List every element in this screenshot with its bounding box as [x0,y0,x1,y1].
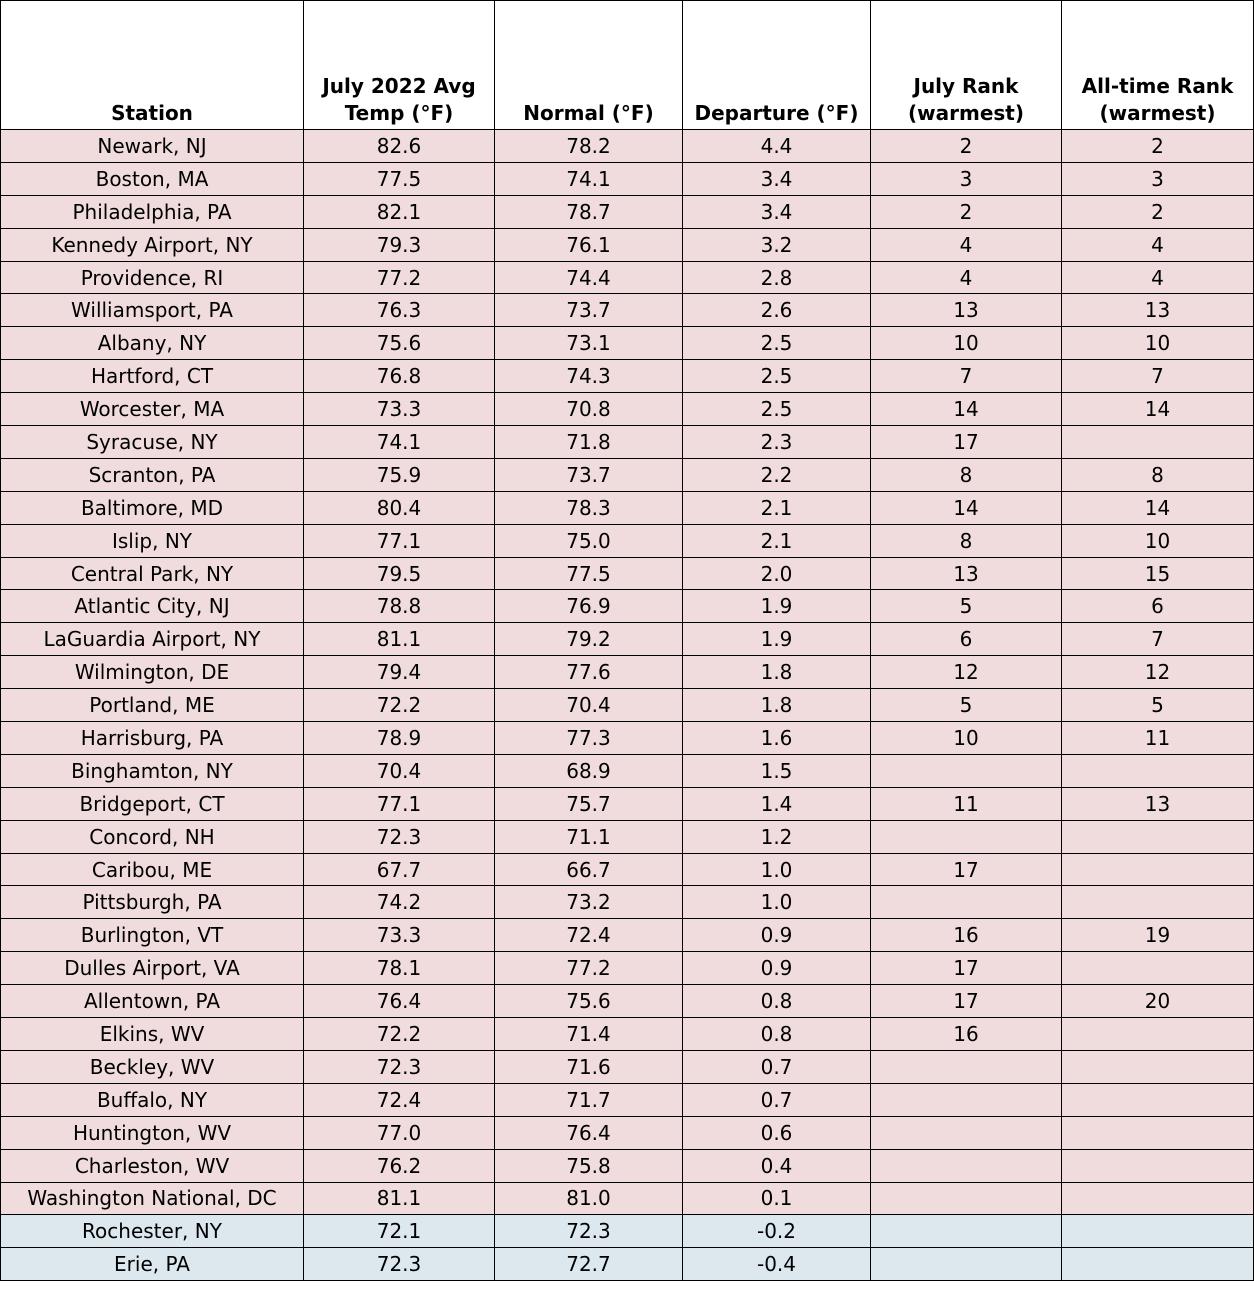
table-row [1,919,1254,952]
station-cell: Syracuse, NY [1,426,304,459]
july-rank-cell [871,820,1062,853]
table-row [1,130,1254,163]
alltime-rank-cell: 19 [1062,919,1254,952]
table-row [1,1083,1254,1116]
departure-cell: -0.2 [683,1215,871,1248]
departure-cell: 2.3 [683,426,871,459]
table-row [1,853,1254,886]
avg-temp-cell: 72.2 [304,1018,495,1051]
alltime-rank-cell: 14 [1062,393,1254,426]
july-rank-cell: 14 [871,393,1062,426]
avg-temp-cell: 72.4 [304,1083,495,1116]
station-cell: Allentown, PA [1,985,304,1018]
station-cell: Dulles Airport, VA [1,952,304,985]
table-row [1,162,1254,195]
departure-cell: 0.9 [683,919,871,952]
july-rank-cell: 8 [871,458,1062,491]
normal-cell: 72.7 [495,1248,683,1281]
avg-temp-cell: 72.3 [304,820,495,853]
normal-cell: 77.6 [495,656,683,689]
table-row [1,656,1254,689]
table-row [1,491,1254,524]
normal-cell: 70.4 [495,689,683,722]
station-cell: Erie, PA [1,1248,304,1281]
table-row [1,294,1254,327]
table-row [1,1050,1254,1083]
july-rank-cell: 2 [871,195,1062,228]
alltime-rank-cell [1062,886,1254,919]
july-rank-cell: 13 [871,294,1062,327]
table-row [1,524,1254,557]
table-row [1,689,1254,722]
avg-temp-cell: 77.5 [304,162,495,195]
table-row [1,360,1254,393]
avg-temp-cell: 82.6 [304,130,495,163]
header-july-rank [871,1,1062,130]
alltime-rank-cell [1062,1083,1254,1116]
avg-temp-cell: 81.1 [304,1182,495,1215]
normal-cell: 66.7 [495,853,683,886]
header-line: Departure (°F) [694,101,859,125]
normal-cell: 72.4 [495,919,683,952]
station-cell: Beckley, WV [1,1050,304,1083]
normal-cell: 76.4 [495,1116,683,1149]
july-rank-cell [871,754,1062,787]
alltime-rank-cell: 2 [1062,130,1254,163]
july-rank-cell: 16 [871,919,1062,952]
normal-cell: 78.7 [495,195,683,228]
table-row [1,327,1254,360]
alltime-rank-cell: 14 [1062,491,1254,524]
station-cell: Albany, NY [1,327,304,360]
alltime-rank-cell: 12 [1062,656,1254,689]
july-rank-cell [871,1050,1062,1083]
station-cell: Philadelphia, PA [1,195,304,228]
departure-cell: 2.6 [683,294,871,327]
july-rank-cell: 5 [871,689,1062,722]
july-rank-cell: 6 [871,623,1062,656]
station-cell: Harrisburg, PA [1,722,304,755]
avg-temp-cell: 78.1 [304,952,495,985]
header-line: (warmest) [908,101,1024,125]
avg-temp-cell: 75.6 [304,327,495,360]
header-line: (warmest) [1099,101,1216,125]
table-row [1,590,1254,623]
alltime-rank-cell [1062,1182,1254,1215]
station-cell: Concord, NH [1,820,304,853]
departure-cell: 2.1 [683,524,871,557]
avg-temp-cell: 73.3 [304,919,495,952]
alltime-rank-cell: 5 [1062,689,1254,722]
july-rank-cell: 11 [871,787,1062,820]
july-rank-cell: 4 [871,228,1062,261]
table-row [1,1182,1254,1215]
july-rank-cell: 17 [871,985,1062,1018]
july-rank-cell: 14 [871,491,1062,524]
normal-cell: 71.1 [495,820,683,853]
station-cell: Islip, NY [1,524,304,557]
july-rank-cell: 5 [871,590,1062,623]
table-row [1,1149,1254,1182]
july-rank-cell: 10 [871,722,1062,755]
alltime-rank-cell: 4 [1062,261,1254,294]
july-rank-cell [871,1116,1062,1149]
departure-cell: 1.8 [683,656,871,689]
header-line: Temp (°F) [344,101,454,125]
alltime-rank-cell: 10 [1062,327,1254,360]
table-row [1,393,1254,426]
avg-temp-cell: 77.1 [304,787,495,820]
departure-cell: 2.2 [683,458,871,491]
departure-cell: 2.0 [683,557,871,590]
station-cell: Scranton, PA [1,458,304,491]
station-cell: Newark, NJ [1,130,304,163]
departure-cell: 2.5 [683,360,871,393]
table-row [1,426,1254,459]
table-row [1,754,1254,787]
header-station [1,1,304,130]
departure-cell: 3.2 [683,228,871,261]
alltime-rank-cell [1062,1248,1254,1281]
july-rank-cell: 17 [871,426,1062,459]
normal-cell: 70.8 [495,393,683,426]
normal-cell: 74.4 [495,261,683,294]
july-rank-cell: 2 [871,130,1062,163]
july-rank-cell [871,1182,1062,1215]
normal-cell: 81.0 [495,1182,683,1215]
departure-cell: 2.8 [683,261,871,294]
normal-cell: 73.1 [495,327,683,360]
departure-cell: 0.1 [683,1182,871,1215]
normal-cell: 71.6 [495,1050,683,1083]
july-rank-cell: 4 [871,261,1062,294]
station-cell: Elkins, WV [1,1018,304,1051]
alltime-rank-cell: 15 [1062,557,1254,590]
station-cell: Kennedy Airport, NY [1,228,304,261]
table-row [1,261,1254,294]
avg-temp-cell: 76.2 [304,1149,495,1182]
normal-cell: 71.7 [495,1083,683,1116]
table-row [1,952,1254,985]
header-line: July Rank [913,74,1019,98]
july-rank-cell: 16 [871,1018,1062,1051]
avg-temp-cell: 79.5 [304,557,495,590]
normal-cell: 77.5 [495,557,683,590]
alltime-rank-cell [1062,820,1254,853]
departure-cell: 4.4 [683,130,871,163]
departure-cell: 1.0 [683,886,871,919]
alltime-rank-cell [1062,1149,1254,1182]
july-rank-cell: 10 [871,327,1062,360]
avg-temp-cell: 72.3 [304,1050,495,1083]
avg-temp-cell: 70.4 [304,754,495,787]
alltime-rank-cell [1062,1018,1254,1051]
alltime-rank-cell [1062,426,1254,459]
station-cell: Atlantic City, NJ [1,590,304,623]
table-row [1,1116,1254,1149]
avg-temp-cell: 79.4 [304,656,495,689]
normal-cell: 73.2 [495,886,683,919]
departure-cell: 0.9 [683,952,871,985]
station-cell: Boston, MA [1,162,304,195]
station-cell: Binghamton, NY [1,754,304,787]
departure-cell: 0.4 [683,1149,871,1182]
departure-cell: 1.9 [683,590,871,623]
normal-cell: 75.0 [495,524,683,557]
alltime-rank-cell [1062,952,1254,985]
alltime-rank-cell: 20 [1062,985,1254,1018]
july-rank-cell: 8 [871,524,1062,557]
normal-cell: 78.2 [495,130,683,163]
july-rank-cell [871,1215,1062,1248]
departure-cell: 1.5 [683,754,871,787]
station-cell: Buffalo, NY [1,1083,304,1116]
header-line: Normal (°F) [523,101,654,125]
avg-temp-cell: 79.3 [304,228,495,261]
july-rank-cell: 3 [871,162,1062,195]
station-cell: Charleston, WV [1,1149,304,1182]
departure-cell: 1.0 [683,853,871,886]
table-row [1,787,1254,820]
table-row [1,557,1254,590]
table-row [1,886,1254,919]
normal-cell: 75.8 [495,1149,683,1182]
normal-cell: 76.1 [495,228,683,261]
avg-temp-cell: 74.2 [304,886,495,919]
normal-cell: 78.3 [495,491,683,524]
table-row [1,1215,1254,1248]
avg-temp-cell: 76.3 [304,294,495,327]
station-cell: LaGuardia Airport, NY [1,623,304,656]
station-cell: Central Park, NY [1,557,304,590]
departure-cell: 2.1 [683,491,871,524]
departure-cell: 3.4 [683,195,871,228]
header-line: All-time Rank [1081,74,1234,98]
avg-temp-cell: 72.2 [304,689,495,722]
july-rank-cell: 17 [871,952,1062,985]
header-july-avg-temp [304,1,495,130]
avg-temp-cell: 72.1 [304,1215,495,1248]
alltime-rank-cell [1062,1215,1254,1248]
departure-cell: 0.7 [683,1083,871,1116]
avg-temp-cell: 76.4 [304,985,495,1018]
departure-cell: 0.8 [683,1018,871,1051]
departure-cell: 1.4 [683,787,871,820]
normal-cell: 75.6 [495,985,683,1018]
table-row [1,623,1254,656]
alltime-rank-cell: 11 [1062,722,1254,755]
departure-cell: 1.8 [683,689,871,722]
avg-temp-cell: 80.4 [304,491,495,524]
departure-cell: 1.9 [683,623,871,656]
station-cell: Bridgeport, CT [1,787,304,820]
july-rank-cell: 12 [871,656,1062,689]
departure-cell: 0.7 [683,1050,871,1083]
normal-cell: 79.2 [495,623,683,656]
july-rank-cell: 7 [871,360,1062,393]
departure-cell: 2.5 [683,393,871,426]
avg-temp-cell: 75.9 [304,458,495,491]
avg-temp-cell: 74.1 [304,426,495,459]
normal-cell: 71.8 [495,426,683,459]
july-rank-cell [871,886,1062,919]
alltime-rank-cell [1062,754,1254,787]
departure-cell: 3.4 [683,162,871,195]
station-cell: Pittsburgh, PA [1,886,304,919]
normal-cell: 77.3 [495,722,683,755]
table-row [1,458,1254,491]
normal-cell: 74.1 [495,162,683,195]
avg-temp-cell: 78.8 [304,590,495,623]
july-rank-cell: 17 [871,853,1062,886]
normal-cell: 77.2 [495,952,683,985]
alltime-rank-cell [1062,1116,1254,1149]
station-cell: Worcester, MA [1,393,304,426]
table-row [1,195,1254,228]
avg-temp-cell: 77.2 [304,261,495,294]
departure-cell: -0.4 [683,1248,871,1281]
july-rank-cell [871,1248,1062,1281]
normal-cell: 72.3 [495,1215,683,1248]
alltime-rank-cell: 6 [1062,590,1254,623]
normal-cell: 71.4 [495,1018,683,1051]
station-cell: Hartford, CT [1,360,304,393]
july-rank-cell: 13 [871,557,1062,590]
alltime-rank-cell: 13 [1062,294,1254,327]
station-cell: Washington National, DC [1,1182,304,1215]
avg-temp-cell: 78.9 [304,722,495,755]
avg-temp-cell: 76.8 [304,360,495,393]
departure-cell: 1.6 [683,722,871,755]
avg-temp-cell: 73.3 [304,393,495,426]
table-row [1,820,1254,853]
departure-cell: 1.2 [683,820,871,853]
station-cell: Portland, ME [1,689,304,722]
table-body [1,130,1254,1281]
header-normal [495,1,683,130]
station-cell: Huntington, WV [1,1116,304,1149]
table-row [1,985,1254,1018]
alltime-rank-cell: 3 [1062,162,1254,195]
station-cell: Williamsport, PA [1,294,304,327]
alltime-rank-cell [1062,1050,1254,1083]
station-cell: Burlington, VT [1,919,304,952]
departure-cell: 0.8 [683,985,871,1018]
alltime-rank-cell: 13 [1062,787,1254,820]
avg-temp-cell: 77.0 [304,1116,495,1149]
avg-temp-cell: 82.1 [304,195,495,228]
table-row [1,228,1254,261]
station-cell: Wilmington, DE [1,656,304,689]
departure-cell: 0.6 [683,1116,871,1149]
normal-cell: 73.7 [495,294,683,327]
header-line: Station [111,101,193,125]
header-line: July 2022 Avg [322,74,476,98]
header-row [1,1,1254,130]
alltime-rank-cell: 7 [1062,623,1254,656]
alltime-rank-cell: 10 [1062,524,1254,557]
alltime-rank-cell: 4 [1062,228,1254,261]
alltime-rank-cell [1062,853,1254,886]
alltime-rank-cell: 8 [1062,458,1254,491]
station-cell: Providence, RI [1,261,304,294]
table-row [1,1018,1254,1051]
station-cell: Caribou, ME [1,853,304,886]
normal-cell: 74.3 [495,360,683,393]
avg-temp-cell: 67.7 [304,853,495,886]
header-departure [683,1,871,130]
table-row [1,722,1254,755]
normal-cell: 75.7 [495,787,683,820]
avg-temp-cell: 77.1 [304,524,495,557]
station-cell: Rochester, NY [1,1215,304,1248]
alltime-rank-cell: 2 [1062,195,1254,228]
table-row [1,1248,1254,1281]
header-alltime-rank [1062,1,1254,130]
normal-cell: 76.9 [495,590,683,623]
avg-temp-cell: 81.1 [304,623,495,656]
avg-temp-cell: 72.3 [304,1248,495,1281]
july-rank-cell [871,1149,1062,1182]
station-cell: Baltimore, MD [1,491,304,524]
departure-cell: 2.5 [683,327,871,360]
july-rank-cell [871,1083,1062,1116]
normal-cell: 68.9 [495,754,683,787]
alltime-rank-cell: 7 [1062,360,1254,393]
normal-cell: 73.7 [495,458,683,491]
